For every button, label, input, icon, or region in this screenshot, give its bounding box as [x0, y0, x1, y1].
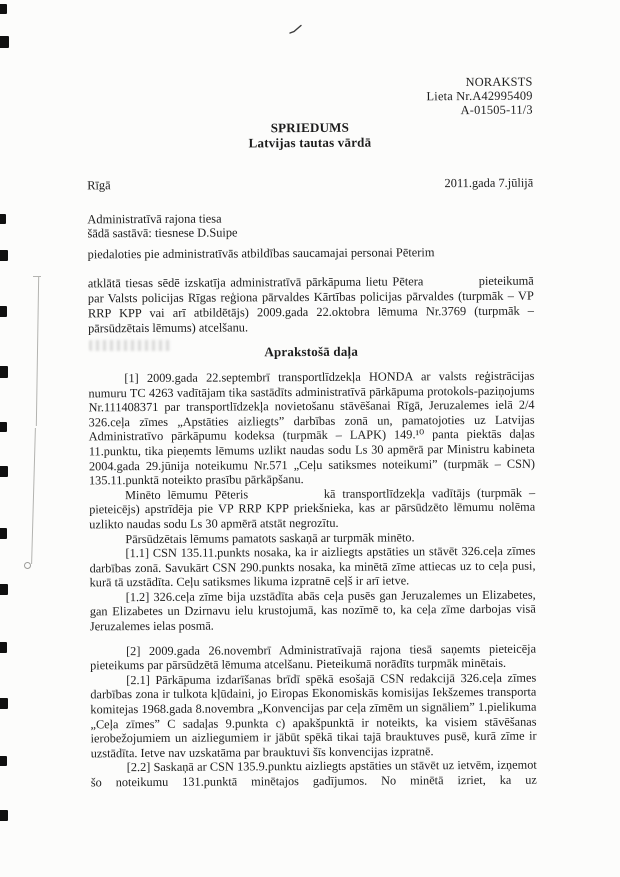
intro-block — [87, 209, 534, 336]
section-heading: Aprakstošā daļa — [264, 343, 359, 360]
body-paragraphs — [88, 369, 537, 790]
document-content — [86, 0, 537, 790]
scan-edge-mark — [0, 698, 8, 709]
scan-edge-mark — [0, 584, 8, 595]
title-block — [87, 120, 533, 152]
scan-edge-mark — [0, 4, 7, 14]
date-label: 2011.gada 7.jūlijā — [444, 175, 534, 190]
body-paragraph: Minēto lēmumu Pēteris kā transportlīdzekļa vadītājs (turpmāk – pieteicējs) apstrīdēja pie VP RRP KPP priekšnieka, kas ar pārsūdzēto lēmumu nolēma uzlikto naudas sodu Ls 30 apmērā atstāt negrozītu. — [89, 485, 536, 532]
body-paragraph: [2] 2009.gada 26.novembrī Administratīvajā rajona tiesā saņemts pieteicēja pieteikums par pārsūdzētā lēmuma atcelšanu. Pieteikumā norādīts turpmāk minētais. — [90, 641, 537, 673]
body-paragraph: Pārsūdzētais lēmums pamatots saskaņā ar turpmāk minēto. — [125, 529, 415, 546]
participants-line: piedaloties pie administratīvās atbildības saucamajai personai Pēterim — [87, 245, 435, 262]
copy-label: NORAKSTS — [465, 74, 533, 90]
case-description: atklātā tiesas sēdē izskatīja administratīvā pārkāpuma lietu Pētera pieteikumā par Valsts policijas Rīgas reģiona pārvaldes Kārtības policijas pārvaldes (turpmāk – VP RRP KPP vai arī atbildētājs) 2009.gada 22.oktobra lēmuma Nr.3769 (turpmāk – pārsūdzētais lēmums) atcelšanu. — [87, 273, 535, 336]
margin-pen-line-upper — [36, 277, 39, 426]
scan-edge-mark — [0, 528, 7, 539]
scan-edge-mark — [0, 306, 7, 317]
place-label: Rīgā — [87, 177, 111, 192]
scan-edge-mark — [0, 366, 8, 378]
court-name: Administratīvā rajona tiesa — [87, 211, 222, 226]
scan-edge-mark — [0, 36, 9, 48]
body-paragraph: [1.1] CSN 135.11.punkts nosaka, ka ir aizliegts apstāties un stāvēt 326.ceļa zīmes darbības zonā. Savukārt CSN 290.punkts nosaka, ka minētā zīme attiecas uz to ceļa pusi, kurā tā uzstādīta. Ceļu satiksmes likuma izpratnē ceļš ir arī ietve. — [89, 543, 536, 590]
scan-edge-mark — [0, 756, 7, 766]
scan-edge-mark — [0, 250, 8, 261]
margin-pen-circle — [24, 562, 31, 569]
scan-edge-mark — [0, 214, 6, 224]
body-paragraph: [1.2] 326.ceļa zīme bija uzstādīta abās ceļa pusēs gan Jeruzalemes un Elizabetes, gan Elizabetes un Dzirnavu ielu krustojumā, kas nozīmē to, ka ceļa zīme darbojas visā Jeruzalemes ielas posmā. — [89, 587, 536, 634]
header-block — [87, 76, 533, 120]
place-date-row — [87, 175, 533, 192]
court-composition: šādā sastāvā: tiesnese D.Suipe — [87, 225, 238, 241]
scan-edge-mark — [0, 810, 8, 821]
redacted-name-gap — [428, 284, 474, 285]
margin-pen-line-cap — [33, 276, 41, 277]
case-index: A-01505-11/3 — [460, 102, 533, 117]
document-title: SPRIEDUMS — [270, 120, 350, 136]
body-paragraph: [2.2] Saskaņā ar CSN 135.9.punktu aizliegts apstāties un stāvēt uz ietvēm, izņemot šo noteikumu 131.punktā minētajos gadījumos. No minētā izriet, ka uz — [90, 758, 537, 790]
scan-edge-mark — [0, 642, 7, 653]
body-paragraph: [2.1] Pārkāpuma izdarīšanas brīdī spēkā esošajā CSN redakcijā 326.ceļa zīmes darbības zona ir tulkota kļūdaini, jo Eiropas Ekonomiskās komisijas Iekšzemes transporta komitejas 1968.gada 8.novembra „Konvencijas par ceļa zīmēm un signāliem” 1.pielikuma „Ceļa zīmes” C sadaļas 9.punkta c) apakšpunktā ir noteikts, ka visiem stāvēšanas ierobežojumiem un aizliegumiem ir jābūt spēkā tikai tajā brauktuves pusē, kurā zīme ir uzstādīta. Ietve nav uzskatāma par brauktuvi šīs konvencijas izpratnē. — [90, 670, 537, 761]
margin-pen-line-lower — [31, 428, 36, 564]
redacted-name-gap — [255, 497, 317, 498]
scan-edge-mark — [0, 466, 8, 477]
scan-edge-mark — [0, 422, 7, 432]
document-subtitle: Latvijas tautas vārdā — [248, 134, 372, 151]
body-paragraph: [1] 2009.gada 22.septembrī transportlīdzekļa HONDA ar valsts reģistrācijas numuru TC 4263 vadītājam tika sastādīts administratīvā pārkāpuma protokols-paziņojums Nr.111408371 par transportlīdzekļa novietošanu stāvēšanai Rīgā, Jeruzalemes ielā 2/4 326.ceļa zīmes „Apstāties aizliegts” darbības zonā un, pamatojoties uz Latvijas Administratīvo pārkāpumu kodeksa (turpmāk – LAPK) 149.¹⁰ panta piektās daļas 11.punktu, tika pieņemts lēmums uzlikt naudas sodu Ls 30 apmērā par Ministru kabineta 2004.gada 29.jūnija noteikumu Nr.571 „Ceļu satiksmes noteikumi” (turpmāk – CSN) 135.11.punktā noteikto prasību pārkāpšanu. — [88, 368, 535, 488]
case-number: Lieta Nr.A42995409 — [426, 88, 533, 104]
